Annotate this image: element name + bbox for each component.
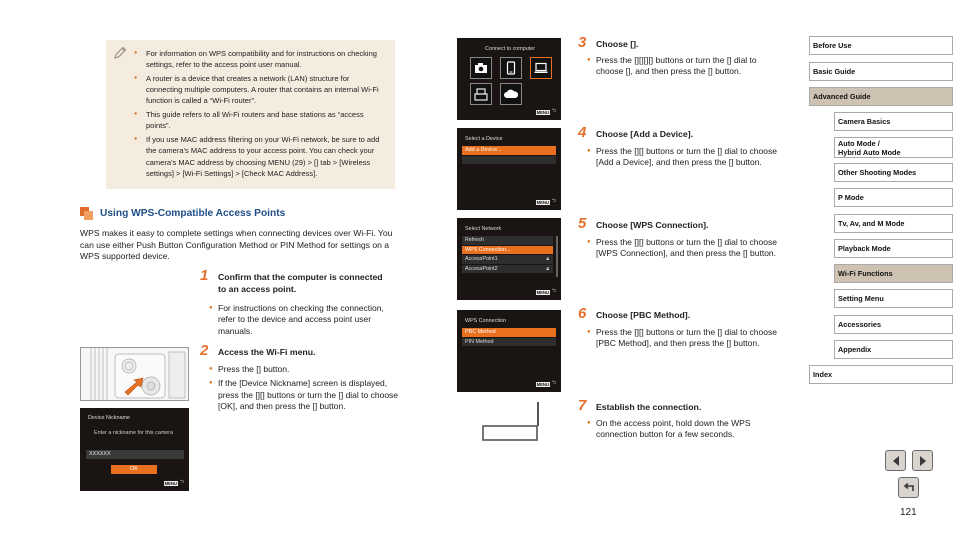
step-number: 6 [578,305,587,322]
screen-title: WPS Connection [465,318,507,324]
step-title: Choose [Add a Device]. [596,129,694,139]
step-body [587,55,777,81]
select-device-screen [457,128,561,210]
back-icon: ⮌ [551,198,556,204]
nav-index[interactable]: Index [809,365,953,384]
screen-title: Device Nickname [88,415,130,421]
screen-title: Connect to computer [485,46,536,52]
nav-auto-mode[interactable] [834,137,953,158]
step-title: Confirm that the computer is connected to an access point. [218,272,383,295]
device-list [462,146,556,165]
note-item: ● For information on WPS compatibility and for instructions on checking settings, refer to the access point user manual. [134,48,385,70]
nav-setting-menu[interactable]: Setting Menu [834,289,953,308]
list-item[interactable]: AccessPoint2 🔒︎ [462,265,553,275]
step-bullet: ● For instructions on checking the connection, refer to the device and access point user manuals. [209,303,397,337]
section-icon [80,207,93,220]
list-item[interactable]: Refresh [462,236,553,246]
step-body [209,364,399,416]
note-item: ● A router is a device that creates a network (LAN) structure for connecting multiple computers. A router that contains an internal Wi-Fi function is called a “Wi-Fi router”. [134,73,385,107]
nav-camera-basics[interactable]: Camera Basics [834,112,953,131]
smartphone-icon[interactable] [500,57,522,79]
list-item[interactable]: WPS Connection... [462,246,553,256]
nav-before-use[interactable]: Before Use [809,36,953,55]
prev-page-button[interactable] [885,450,906,471]
section-title: Using WPS-Compatible Access Points [100,208,286,219]
step-bullet: ● Press the [][] buttons or turn the [] dial to choose [Add a Device], and then press the [] button. [587,146,777,169]
screen-title: Select a Device [465,136,503,142]
section-heading [80,207,285,220]
step-bullet: ● Press the [][] buttons or turn the [] dial to choose [WPS Connection], and then press the [] button. [587,237,777,260]
scrollbar[interactable] [556,236,558,277]
step-title: Choose [PBC Method]. [596,310,691,320]
wps-connection-screen [457,310,561,392]
nav-playback-mode[interactable]: Playback Mode [834,239,953,258]
nav-appendix[interactable]: Appendix [834,340,953,359]
step-body [587,237,777,263]
step-number: 2 [200,342,209,359]
device-nickname-screen [80,408,189,491]
step-number: 7 [578,397,587,414]
step-body [587,418,777,444]
step-title: Choose []. [596,39,639,49]
camera-device-icon[interactable] [470,57,492,79]
back-icon: ⮌ [179,479,184,485]
nav-advanced-guide[interactable]: Advanced Guide [809,87,953,106]
step-body [587,327,777,353]
nav-tv-av-m-mode[interactable]: Tv, Av, and M Mode [834,214,953,233]
step-bullet: ● If the [Device Nickname] screen is displayed, press the [][] buttons or turn the [] dial to choose [OK], and then press the [] button. [209,378,399,412]
ok-button[interactable]: OK [111,465,157,474]
network-list [462,236,553,274]
return-button[interactable] [898,477,919,498]
step-title: Choose [WPS Connection]. [596,220,709,230]
pencil-icon [112,45,128,61]
note-item: ● If you use MAC address filtering on your Wi-Fi network, be sure to add the camera’s MAC address to your access point. You can check your camera’s MAC address by choosing MENU (29) > [] tab > [Wireless settings] > [Wi-Fi Settings] > [Check MAC Address]. [134,134,385,179]
list-item[interactable]: PBC Method [462,328,556,338]
step-bullet: ● Press the [] button. [209,364,399,375]
step-number: 1 [200,267,209,284]
wps-method-list [462,328,556,347]
computer-icon[interactable] [530,57,552,79]
nav-other-shooting-modes[interactable]: Other Shooting Modes [834,163,953,182]
back-icon: ⮌ [551,380,556,386]
note-box [106,40,395,189]
list-item[interactable]: AccessPoint1 🔒︎ [462,255,553,265]
step-bullet: ● On the access point, hold down the WPS connection button for a few seconds. [587,418,777,441]
arrow-left-icon [891,455,901,467]
return-icon [902,482,916,494]
note-item: ● This guide refers to all Wi-Fi routers and base stations as “access points”. [134,109,385,131]
lock-icon: 🔒︎ [546,256,549,263]
menu-back: MENU ⮌ [536,198,556,205]
menu-back: MENU ⮌ [164,479,184,486]
step-bullet: ● Press the [][][][] buttons or turn the [] dial to choose [], and then press the [] button. [587,55,777,78]
step-number: 5 [578,215,587,232]
list-item[interactable]: PIN Method [462,338,556,348]
menu-back: MENU ⮌ [536,108,556,115]
step-body [587,146,777,172]
list-item-empty [462,156,556,166]
step-body [209,303,397,340]
nickname-prompt: Enter a nickname for this camera [94,430,174,436]
cloud-icon[interactable] [500,83,522,105]
back-icon: ⮌ [551,108,556,114]
next-page-button[interactable] [912,450,933,471]
connect-to-computer-screen [457,38,561,120]
step-bullet: ● Press the [][] buttons or turn the [] dial to choose [PBC Method], and then press the [] button. [587,327,777,350]
nickname-field[interactable]: XXXXXX [86,450,184,459]
access-point-icon [482,400,552,442]
screen-title: Select Network [465,226,502,232]
step-title: Access the Wi-Fi menu. [218,347,316,357]
nav-basic-guide[interactable]: Basic Guide [809,62,953,81]
nav-auto-mode-line1: Auto Mode / [838,139,880,148]
menu-back: MENU ⮌ [536,380,556,387]
menu-back: MENU ⮌ [536,288,556,295]
camera-illustration-icon [81,348,189,401]
step-number: 3 [578,34,587,51]
lock-icon: 🔒︎ [546,265,549,272]
step-number: 4 [578,124,587,141]
access-point-illustration [482,400,552,442]
back-icon: ⮌ [551,288,556,294]
camera-back-illustration [80,347,189,401]
nav-accessories[interactable]: Accessories [834,315,953,334]
nav-p-mode[interactable]: P Mode [834,188,953,207]
arrow-right-icon [918,455,928,467]
page-number: 121 [900,507,917,518]
step-title: Establish the connection. [596,402,702,412]
list-item[interactable]: Add a Device... [462,146,556,156]
nav-wifi-functions[interactable]: Wi-Fi Functions [834,264,953,283]
nav-auto-mode-line2: Hybrid Auto Mode [838,148,901,157]
section-intro: WPS makes it easy to complete settings when connecting devices over Wi-Fi. You can use either Push Button Configuration Method or PIN Method for settings on a WPS supported device. [80,228,393,262]
select-network-screen [457,218,561,300]
printer-icon[interactable] [470,83,492,105]
note-list [134,48,385,182]
